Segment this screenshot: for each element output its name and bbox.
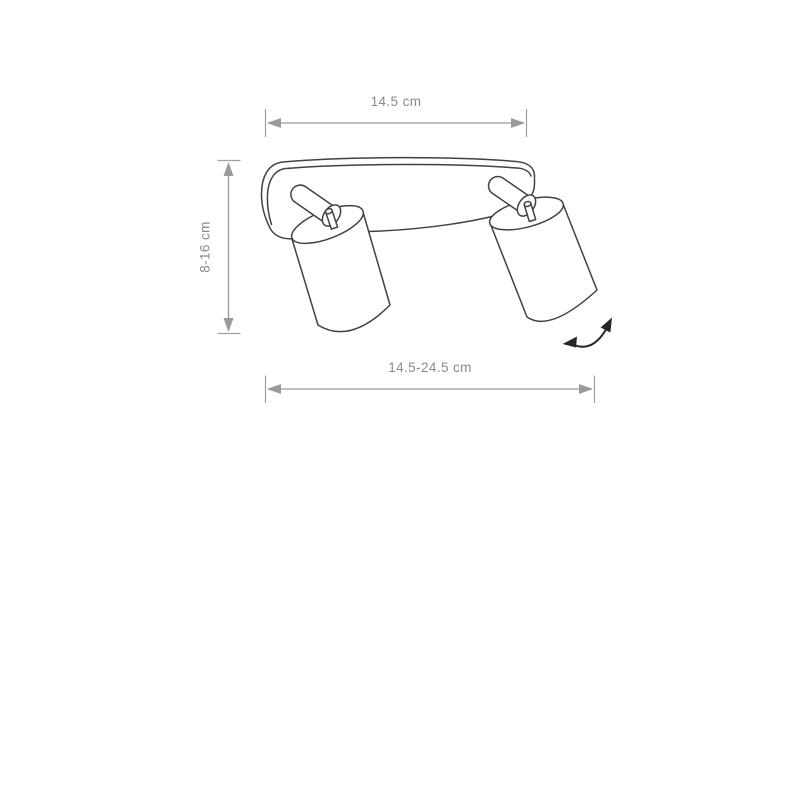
rotation-arrow-curve [573,330,606,347]
spot-head-right [486,191,597,322]
arrowhead-left-icon [267,118,281,128]
dimension-label-overall-width: 14.5-24.5 cm [388,360,472,375]
dimension-label-top-width: 14.5 cm [370,94,422,109]
arrowhead-right-icon [511,118,525,128]
arrowhead-right-icon [579,384,593,394]
arrowhead-left-icon [267,384,281,394]
rotation-arrow-icon [563,318,613,348]
dimension-height [198,161,241,334]
rotation-arrowhead-right [601,318,612,333]
fixture-drawing [262,158,598,332]
dimension-top-width [266,94,527,137]
arrowhead-up-icon [224,162,234,176]
dimension-label-height: 8-16 cm [197,221,213,273]
dimension-overall-width [266,360,595,403]
rotation-arrowhead-left [563,337,578,348]
arrowhead-down-icon [224,318,234,332]
